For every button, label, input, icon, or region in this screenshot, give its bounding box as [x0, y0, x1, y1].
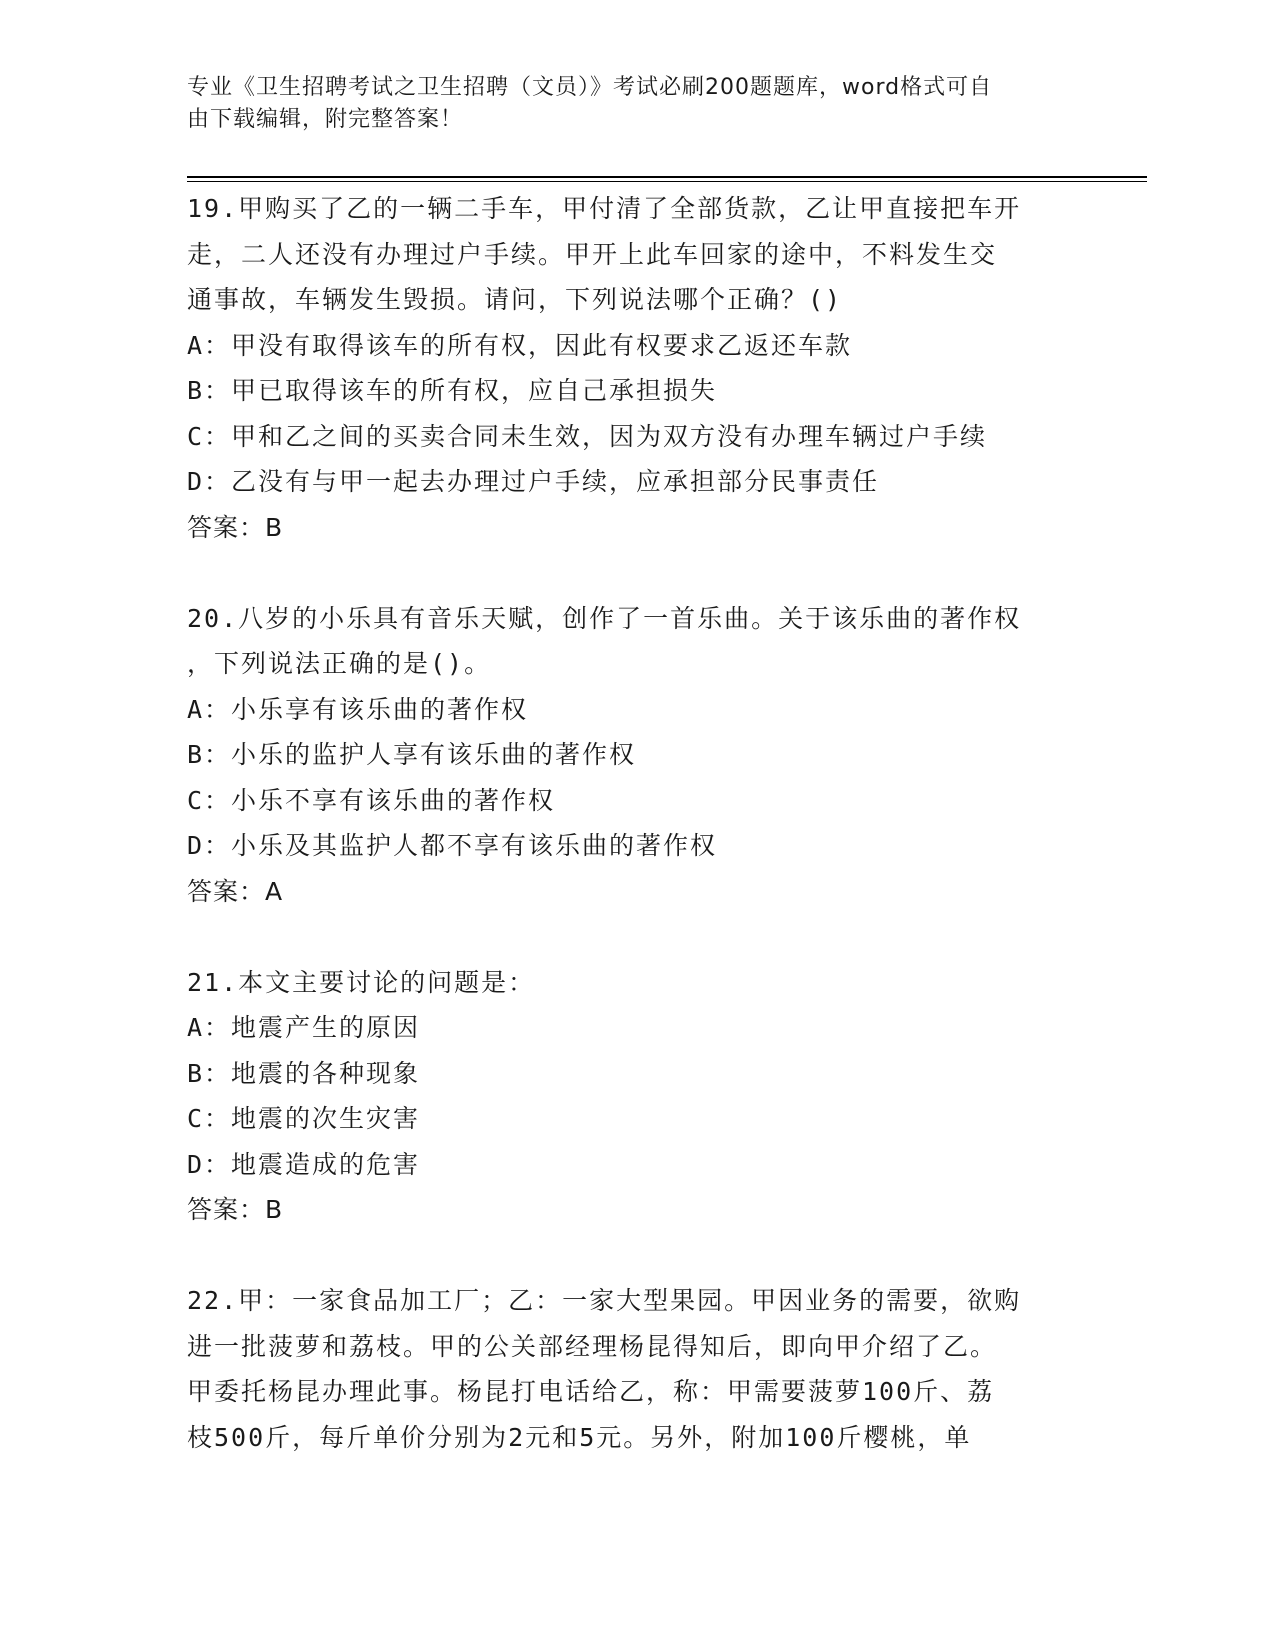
answer-line: 答案：A — [187, 876, 284, 906]
document-header — [187, 72, 1067, 136]
question-text-line: 21.本文主要讨论的问题是： — [187, 967, 536, 997]
header-line-1: 专业《卫生招聘考试之卫生招聘（文员）》考试必刷200题题库，word格式可自 — [187, 75, 993, 100]
option-b: B：小乐的监护人享有该乐曲的著作权 — [187, 740, 637, 769]
question-text-line: 20.八岁的小乐具有音乐天赋，创作了一首乐曲。关于该乐曲的著作权 — [187, 603, 1022, 633]
question-text-line: 甲委托杨昆办理此事。杨昆打电话给乙，称：甲需要菠萝100斤、荔 — [187, 1377, 995, 1406]
option-a: A：甲没有取得该车的所有权，因此有权要求乙返还车款 — [187, 330, 853, 360]
question-spacer — [187, 1233, 1087, 1279]
question-text-line: 枝500斤，每斤单价分别为2元和5元。另外，附加100斤樱桃，单 — [187, 1422, 972, 1452]
question-list — [187, 186, 1087, 1460]
question-text-line: 走，二人还没有办理过户手续。甲开上此车回家的途中，不料发生交 — [187, 239, 998, 269]
question-text-line: 22.甲：一家食品加工厂；乙：一家大型果园。甲因业务的需要，欲购 — [187, 1286, 1022, 1315]
question-22 — [187, 1278, 1087, 1460]
option-a: A：地震产生的原因 — [187, 1013, 421, 1042]
question-text-line: 通事故，车辆发生毁损。请问，下列说法哪个正确？() — [187, 285, 843, 314]
option-d: D：地震造成的危害 — [187, 1149, 421, 1179]
question-20 — [187, 596, 1087, 915]
question-spacer — [187, 914, 1087, 960]
option-d: D：小乐及其监护人都不享有该乐曲的著作权 — [187, 831, 718, 860]
header-line-2: 由下载编辑，附完整答案！ — [187, 107, 464, 132]
question-spacer — [187, 550, 1087, 596]
question-21 — [187, 960, 1087, 1233]
option-a: A：小乐享有该乐曲的著作权 — [187, 694, 529, 724]
question-19 — [187, 186, 1087, 550]
header-rule-thick — [187, 176, 1147, 178]
answer-line: 答案：B — [187, 1195, 284, 1224]
option-c: C：小乐不享有该乐曲的著作权 — [187, 785, 556, 815]
option-c: C：地震的次生灾害 — [187, 1104, 421, 1133]
option-b: B：甲已取得该车的所有权，应自己承担损失 — [187, 376, 718, 405]
answer-line: 答案：B — [187, 512, 284, 542]
question-text-line: 19.甲购买了乙的一辆二手车，甲付清了全部货款，乙让甲直接把车开 — [187, 194, 1022, 223]
option-c: C：甲和乙之间的买卖合同未生效，因为双方没有办理车辆过户手续 — [187, 421, 988, 451]
option-d: D：乙没有与甲一起去办理过户手续，应承担部分民事责任 — [187, 467, 880, 496]
question-text-line: ，下列说法正确的是()。 — [187, 649, 492, 678]
option-b: B：地震的各种现象 — [187, 1058, 421, 1088]
question-text-line: 进一批菠萝和荔枝。甲的公关部经理杨昆得知后，即向甲介绍了乙。 — [187, 1331, 998, 1361]
header-rule-thin — [187, 181, 1147, 182]
